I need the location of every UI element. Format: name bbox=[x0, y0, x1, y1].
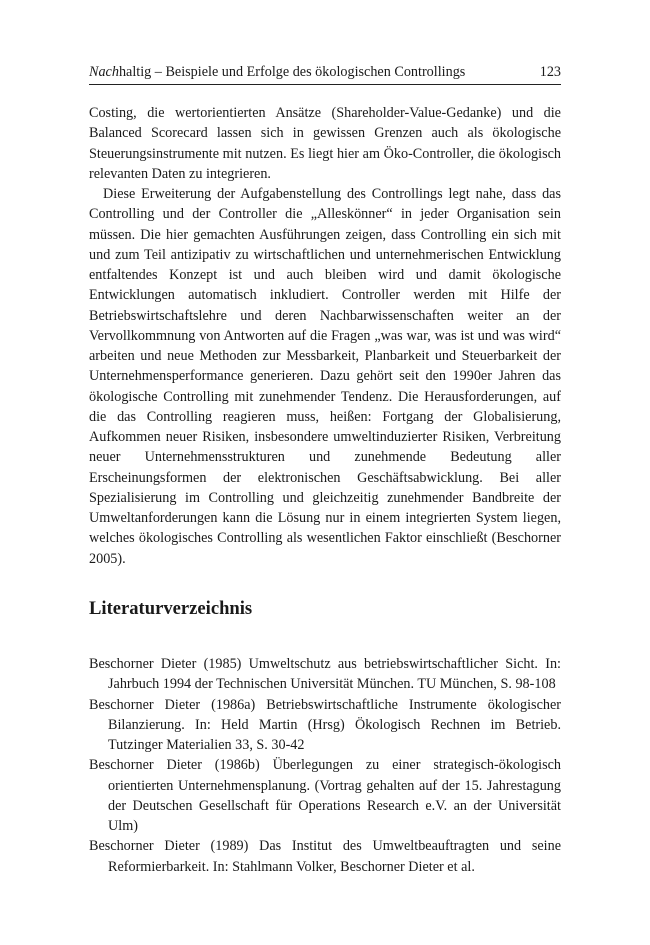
running-header-title bbox=[89, 62, 465, 82]
body-paragraph: Diese Erweiterung der Aufgabenstellung des Controllings legt nahe, dass das Controlling und der Controller die „Alleskönner“ in jeder Organisation sein müssen. Die hier gemachten Ausführungen zeigen, dass Controlling ein sich mit und zum Teil antizipativ zu wirtschaftlichen und unternehmerischen Entwicklung entfaltendes Konzept ist und auch bleiben wird und damit ökologische Entwicklungen automatisch inkludiert. Controller werden mit Hilfe der Betriebswirtschaftslehre und deren Nachbarwissenschaften weiter an der Vervollkommnung von Antworten auf die Fragen „was war, was ist und was wird“ arbeiten und neue Methoden zur Messbarkeit, Planbarkeit und Steuerbarkeit der Unternehmensperformance generieren. Dazu gehört seit den 1990er Jahren das ökologische Controlling mit zunehmender Tendenz. Die Herausforderungen, auf die das Controlling reagieren muss, heißen: Fortgang der Globalisierung, Aufkommen neuer Risiken, insbesondere umweltinduzierter Risiken, Verbreitung neuer Unternehmensstrukturen und zunehmende Bedeutung aller Erscheinungsformen der elektronischen Geschäftsabwicklung. Bei aller Spezialisierung im Controlling und gleichzeitig zunehmender Bandbreite der Umweltanforderungen kann die Lösung nur in einem integrierten System liegen, welches ökologisches Controlling als wesentlichen Faktor einschließt (Beschorner 2005). bbox=[89, 186, 561, 567]
body-text bbox=[89, 103, 561, 569]
running-header-title-rest: haltig – Beispiele und Erfolge des ökologischen Controllings bbox=[118, 64, 466, 80]
body-paragraph: Costing, die wertorientierten Ansätze (Shareholder-Value-Gedanke) und die Balanced Scorecard lassen sich in gewissen Grenzen auch als ökologische Steuerungsinstrumente mit nutzen. Es liegt hier am Öko-Controller, die ökologisch relevanten Daten zu integrieren. bbox=[89, 105, 561, 182]
header-rule bbox=[89, 84, 561, 85]
reference-entry: Beschorner Dieter (1989) Das Institut des Umweltbeauftragten und seine Reformierbarkeit. In: Stahlmann Volker, Beschorner Dieter et al. bbox=[89, 838, 561, 875]
reference-list bbox=[89, 654, 561, 877]
reference-entry: Beschorner Dieter (1986a) Betriebswirtschaftliche Instrumente ökologischer Bilanzierung. In: Held Martin (Hrsg) Ökologisch Rechnen im Betrieb. Tutzinger Materialien 33, S. 30-42 bbox=[89, 696, 561, 753]
running-header bbox=[89, 62, 561, 82]
page-number: 123 bbox=[539, 64, 561, 80]
section-heading: Literaturverzeichnis bbox=[89, 598, 253, 619]
reference-entry: Beschorner Dieter (1986b) Überlegungen zu einer strategisch-ökologisch orientierten Unternehmensplanung. (Vortrag gehalten auf der 15. Jahrestagung der Deutschen Gesellschaft für Operations Research e.V. an der Universität Ulm) bbox=[89, 757, 561, 834]
reference-entry: Beschorner Dieter (1985) Umweltschutz aus betriebswirtschaftlicher Sicht. In: Jahrbuch 1994 der Technischen Universität München. TU München, S. 98-108 bbox=[89, 656, 561, 693]
running-header-title-italic: Nach bbox=[89, 64, 119, 80]
